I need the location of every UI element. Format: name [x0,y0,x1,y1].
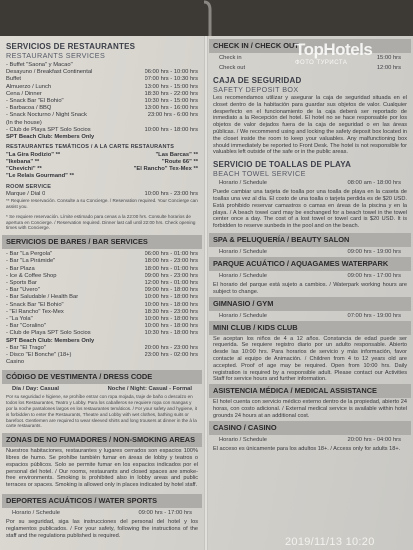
non-smoking-header: ZONAS DE NO FUMADORES / NON-SMOKING AREAS [2,433,202,447]
checkin-header: CHECK IN / CHECK OUT [209,39,411,53]
towel-subtitle: BEACH TOWEL SERVICE [213,169,306,179]
medical-header: ASISTENCIA MÉDICA / MEDICAL ASSISTANCE [209,384,411,398]
restaurants-subtitle: RESTAURANTS SERVICES [6,51,106,60]
bars-list [2,251,202,366]
spa-header: SPA & PELUQUERÍA / BEAUTY SALON [209,233,411,247]
restaurants-section [2,39,202,60]
list-item: - Snack Nocturno / Night Snack 23:00 hrs - 6:00 hrs [6,112,198,119]
list-item: "Chevichi" ** "El Rancho" Tex-Mex ** [6,166,198,173]
safe-subtitle: SAFETY DEPOSIT BOX [213,85,299,94]
dress-code-row: Día / Day: Casual Noche / Night: Casual - Formal [12,386,192,393]
list-item: - Bar "La Pergola" 06:00 hrs - 01:00 hrs [6,251,198,258]
bars-header: SERVICIOS DE BARES / BAR SERVICES [2,235,202,249]
aquagames-schedule: Horario / Schedule 09:00 hrs - 17:00 hrs [219,272,401,279]
water-sports-text: Por su seguridad, siga las instrucciones del personal del hotel y los reglamentos publicados. / For your safety, following the instructions of the staff and the regulations published is required. [6,519,198,539]
water-sports-schedule: Horario / Schedule 09:00 hrs - 17:00 hrs [12,510,192,517]
list-item: - Barbacoa / BBQ 13:00 hrs - 16:00 hrs [6,105,198,112]
list-item: - Bar "Uvero" 09:00 hrs - 18:00 hrs [6,287,198,294]
aquagames-header: PARQUE ACUÁTICO / AQUAGAMES WATERPARK [209,257,411,271]
list-item: - Bar "La Pirámide" 18:00 hrs - 23:00 hrs [6,258,198,265]
medical-text: El hotel cuenta con servicio médico externo dentro de la propiedad, abierto 24 horas, con costo adicional. / External medical service is available within hotel grounds 24 hours at an additional cost. [213,399,407,419]
list-item: Buffet 07:00 hrs - 10:30 hrs [6,76,198,83]
list-item: (In the house) [6,119,42,126]
list-item: - Bar Plaza 18:00 hrs - 01:00 hrs [6,265,198,272]
dress-code-text: Por su seguridad e higiene, se prohíbe entrar con ropa mojada, traje de baño o descalzo en todos los Restaurantes, Teatro y Lobby. Para los caballeros se requiere ropa con mangas y por la noche pantalones largos en los restaurantes temáticos. / For your safety and hygiene, it is forbidden to enter the Restaurants, Theatre and Lobby with wet clothes, bathing suits or barefoot. Gentlemen are required to wear sleeved shirts and long trousers at dinner in the à la carte restaurants. [6,394,198,429]
casino-schedule: Horario / Schedule 20:00 hrs - 04:00 hrs [219,436,401,443]
info-leaflet [0,36,413,550]
room-service-title: ROOM SERVICE [6,183,52,190]
list-item: - Club de Playa SPT Solo Socios 10:30 hrs - 18:00 hrs [6,330,198,337]
list-item: - Bar "Coralino" 10:00 hrs - 18:00 hrs [6,323,198,330]
safe-text: Les recomendamos utilizar y asegurar la caja de seguridad situada en el closet dentro de la habitación para guardar sus objetos de valor. Cualquier desperfecto en el funcionamiento de la caja deberá ser reportado de inmediato a la Recepción del hotel. El hotel no se hace responsable por los objetos de valor dejados fuera de la caja de seguridad o en las áreas públicas. / We recommend using and locking the safety deposit box located in the closet inside the room to keep your valuables. Any malfunctioning box should immediately be reported to Front Desk. The hotel is not responsible for valuables left outside of the safe or in the public areas. [213,95,407,156]
list-item: - Ice & Coffee Shop 09:00 hrs - 23:00 hrs [6,272,198,279]
room-service-note: ** Requiere reservación. Consulte a su Concierge. / Reservation required. Your Concierge can assist you. [6,198,198,210]
list-item: "Ikebana" ** "Route 66" ** [6,158,198,165]
checkin-row: Check in 15:00 hrs [219,55,401,61]
list-item: - Bar "El Trago" 20:00 hrs - 23:00 hrs [6,344,198,351]
folder-clip-icon [202,0,218,36]
aquagames-text: El horario del parque está sujeto a cambios. / Waterpark working hours are subject to change. [213,281,407,295]
restaurants-title: SERVICIOS DE RESTAURANTES [6,42,136,51]
list-item: SPT Beach Club: Members Only [6,134,95,141]
list-item: "Le Relais Gourmand" ** [6,173,74,180]
kids-club-text: Se aceptan los niños de 4 a 12 años. Constancia de edad puede ser requerida. Se requiere registro diario por un adulto responsable. Abierto desde las 10:00 hrs. Para horarios de servicio y más información, favor contacte al equipo de Animación. / Children from 4 to 12 years old are accepted. Proof of age may be required. Open from 10:00 hrs. Daily registration is required by a responsible adult. Please contact our Activities Staff for service hours and further information. [213,335,407,383]
casino-text: El acceso es únicamente para los adultos 18+. / Access only for adults 18+. [213,445,401,452]
list-item: - Buffet "Saona" y Macao" [6,62,73,68]
reservation-note: * Se requiere reservación. Límite estimado para cenas a la 22:00 hrs. Consulte horarios de apertura en Concierge. / Reservation required. Dinner last call until 22:00 hrs. Check opening times with Concierge. [6,213,196,231]
right-page [209,36,411,550]
towel-title: SERVICIO DE TOALLAS DE PLAYA [213,160,352,170]
towel-schedule: Horario / Schedule 08:00 am - 18:00 hrs [219,180,401,187]
page-fold [204,36,208,550]
non-smoking-text: Nuestros habitaciones, restaurantes y lugares cerrados son espacios 100% libres de humo. Se prohíbe también fumar en áreas de lobby y teatros o espacios públicos. Solo se permite fumar en los espacios indicados por el personal del hotel. / Our rooms, restaurants and closed spaces are smoke-free environments. Smoking is prohibited also in lobby areas and public terraces or spaces. Smoking is allowed only in places indicated by hotel staff. [6,448,198,489]
photo-timestamp: 2019/11/13 10:20 [285,536,375,548]
towel-text: Puede cambiar una tarjeta de toalla por una toalla de playa en la caseta de toallas una vez al día. El costo de una toalla o tarjeta perdida es de $20 USD. Está prohibido reservar camastros o camas en áreas de la piscina y en la playa. / A beach towel card may be exchanged for a beach towel in the towel center once a day. The cost of a lost towel or towel card is $20 USD. It is forbidden to reserve sunbeds in the pool and on the beach. [213,189,407,230]
tophotels-watermark [295,40,407,80]
left-page [2,36,202,550]
spa-schedule: Horario / Schedule 09:00 hrs - 19:00 hrs [219,248,401,255]
list-item: Cena / Dinner 18:30 hrs - 22:00 hrs [6,90,198,97]
list-item: Desayuno / Breakfast Continental 06:00 hrs - 10:00 hrs [6,69,198,76]
list-item: - "El Rancho" Tex-Mex 18:30 hrs - 23:00 hrs [6,308,198,315]
water-sports-header: DEPORTES ACUÁTICOS / WATER SPORTS [2,494,202,508]
safe-title: CAJA DE SEGURIDAD [213,76,302,85]
thematic-list [2,152,202,181]
watermark-tagline: ФОТО ТУРИСТА [295,60,348,66]
dress-code-header: CÓDIGO DE VESTIMENTA / DRESS CODE [2,370,202,384]
list-item: - Snack Bar "El Bohio" 10:00 hrs - 18:00 hrs [6,301,198,308]
list-item: - Club de Playa SPT Solo Socios 10:00 hrs - 18:00 hrs [6,126,198,133]
watermark-brand: TopHotels [295,40,373,59]
kids-club-header: MINI CLUB / KIDS CLUB [209,321,411,335]
room-service-row: Marque / Dial 0 10:00 hrs - 23:00 hrs [6,191,198,198]
restaurants-list [2,62,202,141]
list-item: - Disco "El Bonche" (18+) 23:00 hrs - 02:00 hrs [6,352,198,359]
list-item: SPT Beach Club: Members Only [6,337,95,344]
list-item: - "La Yola" 10:00 hrs - 18:00 hrs [6,316,198,323]
list-item: Almuerzo / Lunch 13:00 hrs - 15:00 hrs [6,83,198,90]
gym-schedule: Horario / Schedule 07:00 hrs - 19:00 hrs [219,312,401,319]
list-item: - Snack Bar "El Bohio" 10:30 hrs - 15:00 hrs [6,98,198,105]
thematic-title: RESTAURANTES TEMÁTICOS / A LA CARTE RESTAURANTS [6,144,175,151]
list-item: "La Gira Rodizio" ** "Las Barcas" ** [6,151,198,158]
casino-header: CASINO / CASINO [209,421,411,435]
list-item: Casino [6,359,25,366]
list-item: - Sports Bar 12:00 hrs - 01:00 hrs [6,280,198,287]
list-item: - Bar Saludable / Health Bar 10:00 hrs - 18:00 hrs [6,294,198,301]
towel-section [209,157,411,178]
gym-header: GIMNASIO / GYM [209,297,411,311]
checkout-row: Check out 12:00 hrs [219,65,401,71]
